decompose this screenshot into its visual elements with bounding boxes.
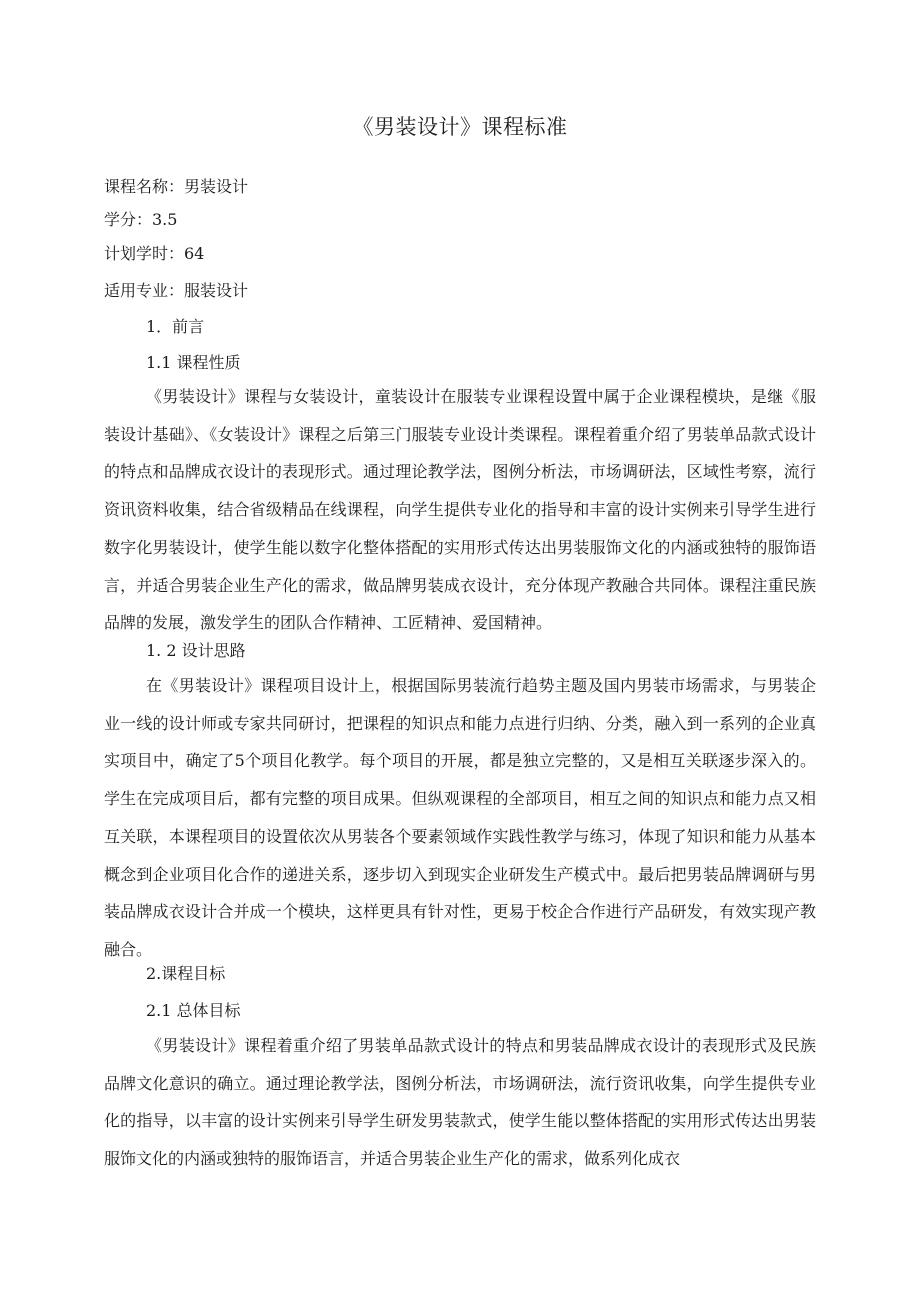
section-heading-course-nature: 1.1 课程性质 — [146, 353, 241, 372]
course-name-line: 课程名称：男装设计 — [104, 177, 249, 196]
document-title: 《男装设计》课程标准 — [352, 115, 568, 139]
credits-line: 学分：3.5 — [104, 210, 178, 229]
design-idea-paragraph: 在《男装设计》课程项目设计上，根据国际男装流行趋势主题及国内男装市场需求，与男装企业一线的设计师或专家共同研讨，把课程的知识点和能力点进行归纳、分类，融入到一系列的企业真实项目中，确定了5个项目化教学。每个项目的开展，都是独立完整的，又是相互关联逐步深入的。学生在完成项目后，都有完整的项目成果。但纵观课程的全部项目，相互之间的知识点和能力点又相互关联，本课程项目的设置依次从男装各个要素领域作实践性教学与练习，体现了知识和能力从基本概念到企业项目化合作的递进关系，逐步切入到现实企业研发生产模式中。最后把男装品牌调研与男装品牌成衣设计合并成一个模块，这样更具有针对性，更易于校企合作进行产品研发，有效实现产教融合。 — [104, 676, 816, 959]
section-heading-overall-goal: 2.1 总体目标 — [146, 1001, 241, 1020]
section-heading-design-idea: 1. 2 设计思路 — [146, 641, 246, 660]
overall-goal-paragraph: 《男装设计》课程着重介绍了男装单品款式设计的特点和男装品牌成衣设计的表现形式及民族品牌文化意识的确立。通过理论教学法，图例分析法，市场调研法，流行资讯收集，向学生提供专业化的指导，以丰富的设计实例来引导学生研发男装款式，使学生能以整体搭配的实用形式传达出男装服饰文化的内涵或独特的服饰语言，并适合男装企业生产化的需求，做系列化成衣 — [104, 1036, 816, 1169]
major-line: 适用专业：服装设计 — [104, 281, 249, 300]
section-heading-course-goals: 2.课程目标 — [146, 964, 226, 983]
hours-line: 计划学时：64 — [104, 244, 205, 263]
section-heading-preface: 1．前言 — [146, 317, 205, 336]
course-nature-paragraph: 《男装设计》课程与女装设计，童装设计在服装专业课程设置中属于企业课程模块，是继《服装设计基础》、《女装设计》课程之后第三门服装专业设计类课程。课程着重介绍了男装单品款式设计的特点和品牌成衣设计的表现形式。通过理论教学法，图例分析法，市场调研法，区域性考察，流行资讯资料收集，结合省级精品在线课程，向学生提供专业化的指导和丰富的设计实例来引导学生进行数字化男装设计，使学生能以数字化整体搭配的实用形式传达出男装服饰文化的内涵或独特的服饰语言，并适合男装企业生产化的需求，做品牌男装成衣设计，充分体现产教融合共同体。课程注重民族品牌的发展，激发学生的团队合作精神、工匠精神、爱国精神。 — [104, 387, 816, 633]
